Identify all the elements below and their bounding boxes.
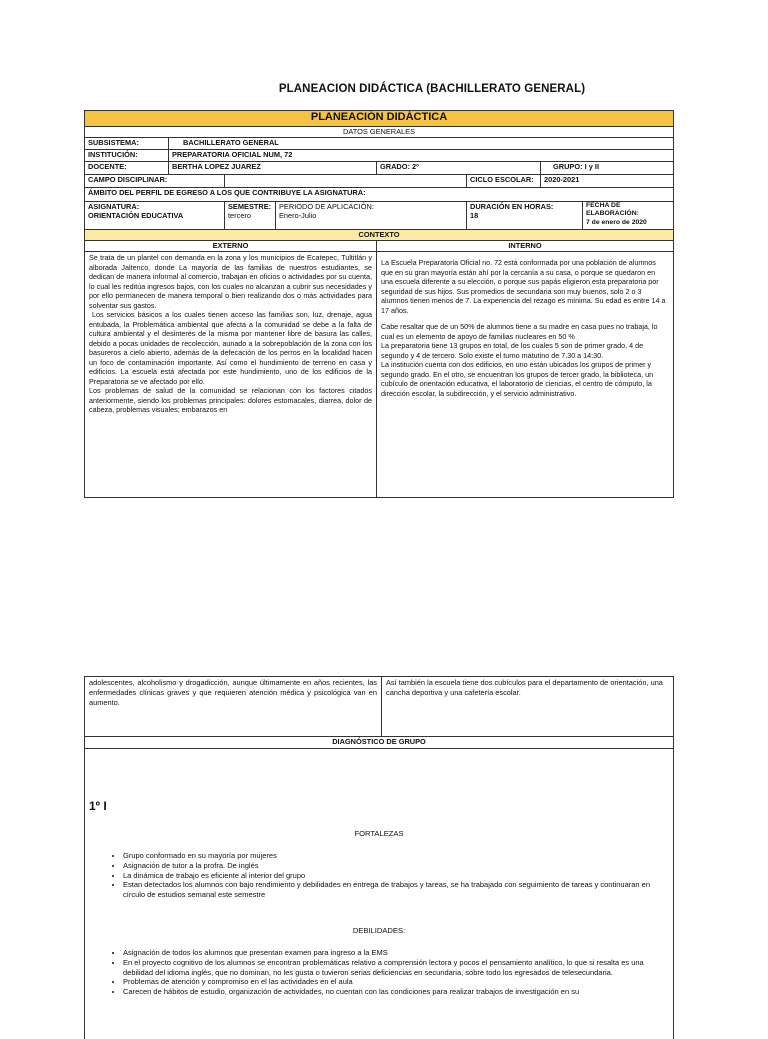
ciclo-label: CICLO ESCOLAR: (467, 175, 541, 188)
interno-paragraph: La institución cuenta con dos edificios, en uno están ubicados los grupos de primer y segundo grado. En el otro, se encuentran los grupos de tercer grado, la biblioteca, un cubículo de orientación educativa, el laboratorio de ciencias, el centro de cómputo, la dirección escolar, la subdirección, y el servicio administrativo. (381, 360, 654, 398)
institucion-label: INSTITUCIÓN: (85, 150, 169, 162)
banner-title: PLANEACIÓN DIDÁCTICA (85, 111, 674, 127)
interno-paragraph: Cabe resaltar que de un 50% de alumnos tiene a su madre en casa pues no trabaja, lo cual es un elemento de apoyo de familias nucleares en 50 % (381, 322, 658, 341)
list-item: • Asignación de todos los alumnos que presentan examen para ingreso a la EMS (123, 948, 673, 958)
list-item: • Grupo conformado en su mayoría por mujeres (123, 851, 673, 861)
duracion-label: DURACIÓN EN HORAS: (470, 202, 554, 211)
list-item: • La dinámica de trabajo es eficiente al interior del grupo (123, 871, 673, 881)
fortalezas-heading: FORTALEZAS (354, 829, 404, 838)
interno-continuation: Así también la escuela tiene dos cubículos para el departamento de orientación, una cancha deportiva y una cafetería escolar. (382, 677, 674, 737)
duracion-cell (467, 202, 583, 230)
list-item: • En el proyecto cognitivo de los alumnos se encontran problemáticas relativo a comprensión lectora y pocos el pensamiento analítico, lo que si resalta es una debilidad del idioma inglés, que no dominan, no les gusta o tuvieron serias deficiencias en secundaria, sobre todo los egresados de telesecundaria. (123, 958, 673, 978)
grupo-heading: 1º I (89, 799, 107, 813)
list-item: • Carecen de hábitos de estudio, organización de actividades, no cuentan con las condiciones para realizar trabajos de investigación en su (123, 987, 673, 997)
fortalezas-list (85, 851, 673, 900)
list-item: • Problemas de atención y compromiso en el las actividades en el aula (123, 977, 673, 987)
grupo-label: GRUPO: I y II (541, 162, 674, 175)
asignatura-value: ORIENTACIÓN EDUCATIVA (88, 211, 184, 221)
semestre-cell (225, 202, 276, 230)
ciclo-value: 2020-2021 (541, 175, 674, 188)
externo-paragraph: Los servicios básicos a los cuales tienen acceso las familias son, luz, drenaje, agua entubada, la Problemática ambiental que afecta a la comunidad se debe a la falta de cultura ambiental y el desinterés de la misma por mantener libre de basura las calles, debido a pocas unidades de recolección, aunado a la sobrepoblación de la zona con los basureros a cielo abierto, además de la defecación de los perros en la localidad hacen un foco de contaminación importante. Así como el hundimiento de terreno en casa y edificios. La escuela está afectada por este hundimiento, uno de los edificios de la Preparatoria se ve afectado por ello. (89, 310, 375, 386)
externo-heading: EXTERNO (85, 241, 377, 252)
document-title: PLANEACION DIDÁCTICA (BACHILLERATO GENERAL) (278, 83, 586, 95)
periodo-label: PERIODO DE APLICACIÓN: (279, 202, 374, 211)
diagnostico-heading: DIAGNÓSTICO DE GRUPO (85, 737, 674, 749)
interno-paragraph: La Escuela Preparatoria Oficial no. 72 está conformada por una población de alumnos que en su gran mayoría están ahí por la cercanía a su casa, o porque se quedaron en una escuela diferente a su elección, o porque sus papás eligieron esta preparatoria por seguridad de sus hijos. Sus promedios de secundaria son muy buenos, solo 2 o 3 alumnos tienen menos de 7. La experiencia del rezago es mínima. Su edad es entre 14 a 17 años. (381, 258, 666, 315)
subsistema-label: SUBSISTEMA: (85, 138, 169, 150)
asignatura-label: ASIGNATURA: (88, 202, 140, 211)
grado-label: GRADO: 2º (377, 162, 541, 175)
datos-generales-heading: DATOS GENERALES (85, 127, 674, 138)
duracion-value: 18 (470, 211, 479, 221)
interno-paragraph: La preparatoria tiene 13 grupos en total, de los cuales 5 son de primer grado, 4 de segundo y 4 de tercero. Solo existe el turno matutino de 7.30 a 14:30. (381, 341, 644, 360)
list-item: • Asignación de tutor a la profra. De inglés (123, 861, 673, 871)
campo-label: CAMPO DISCIPLINAR: (85, 175, 225, 188)
ambito-label: ÁMBITO DEL PERFIL DE EGRESO A LOS QUE CONTRIBUYE LA ASIGNATURA: (85, 188, 674, 202)
fecha-cell (583, 202, 674, 230)
externo-continuation: adolescentes, alcoholismo y drogadicción, aunque últimamente en años recientes, las enfermedades clínicas graves y que requieren atención médica y psicológica van en aumento. (85, 677, 382, 737)
fecha-label: FECHA DE ELABORACIÓN: (586, 202, 639, 218)
continuation-table (84, 676, 674, 749)
planning-table (84, 110, 674, 498)
externo-paragraph: Los problemas de salud de la comunidad se relacionan con los factores citados anteriormente, siendo los problemas principales: dolores estomacales, diarrea, dolor de cabeza, problemas visuales; embarazos en (89, 386, 372, 414)
list-item: • Estan detectados los alumnos con bajo rendimiento y debilidades en entrega de trabajos y tareas, se ha trabajado con seguimiento de tareas y continuaran en círculo de estudios semanal este semestre (123, 880, 673, 900)
asignatura-cell (85, 202, 225, 230)
periodo-cell (276, 202, 467, 230)
interno-text (377, 252, 674, 498)
campo-value (225, 175, 467, 188)
semestre-value: tercero (228, 211, 252, 221)
diagnostico-section (84, 748, 674, 1039)
periodo-value: Enero-Julio (279, 211, 317, 221)
subsistema-value: BACHILLERATO GENERAL (169, 138, 674, 150)
institucion-value: PREPARATORIA OFICIAL NUM, 72 (169, 150, 674, 162)
externo-paragraph: Se trata de un plantel con demanda en la zona y los municipios de Ecatepec, Tultitlán y alborada Jaltenco, donde La mayoría de las familias de nuestros estudiantes, se dedican de manera informal al comercio, trabajan en oficios o actividades por su cuenta, lo cual les reditúa ingresos bajos, con los cuales no alcanzan a cubrir sus necesidades y por ello permanecen de manera temporal o bien realizando dos o más actividades para solventar sus gastos. (89, 253, 372, 310)
interno-heading: INTERNO (377, 241, 674, 252)
debilidades-heading: DEBILIDADES: (352, 926, 406, 935)
debilidades-list (85, 948, 673, 997)
externo-text (85, 252, 377, 498)
fecha-value: 7 de enero de 2020 (586, 218, 647, 226)
docente-label: DOCENTE: (85, 162, 169, 175)
docente-value: BERTHA LOPEZ JUAREZ (169, 162, 377, 175)
semestre-label: SEMESTRE: (228, 202, 272, 211)
contexto-heading: CONTEXTO (85, 230, 674, 241)
